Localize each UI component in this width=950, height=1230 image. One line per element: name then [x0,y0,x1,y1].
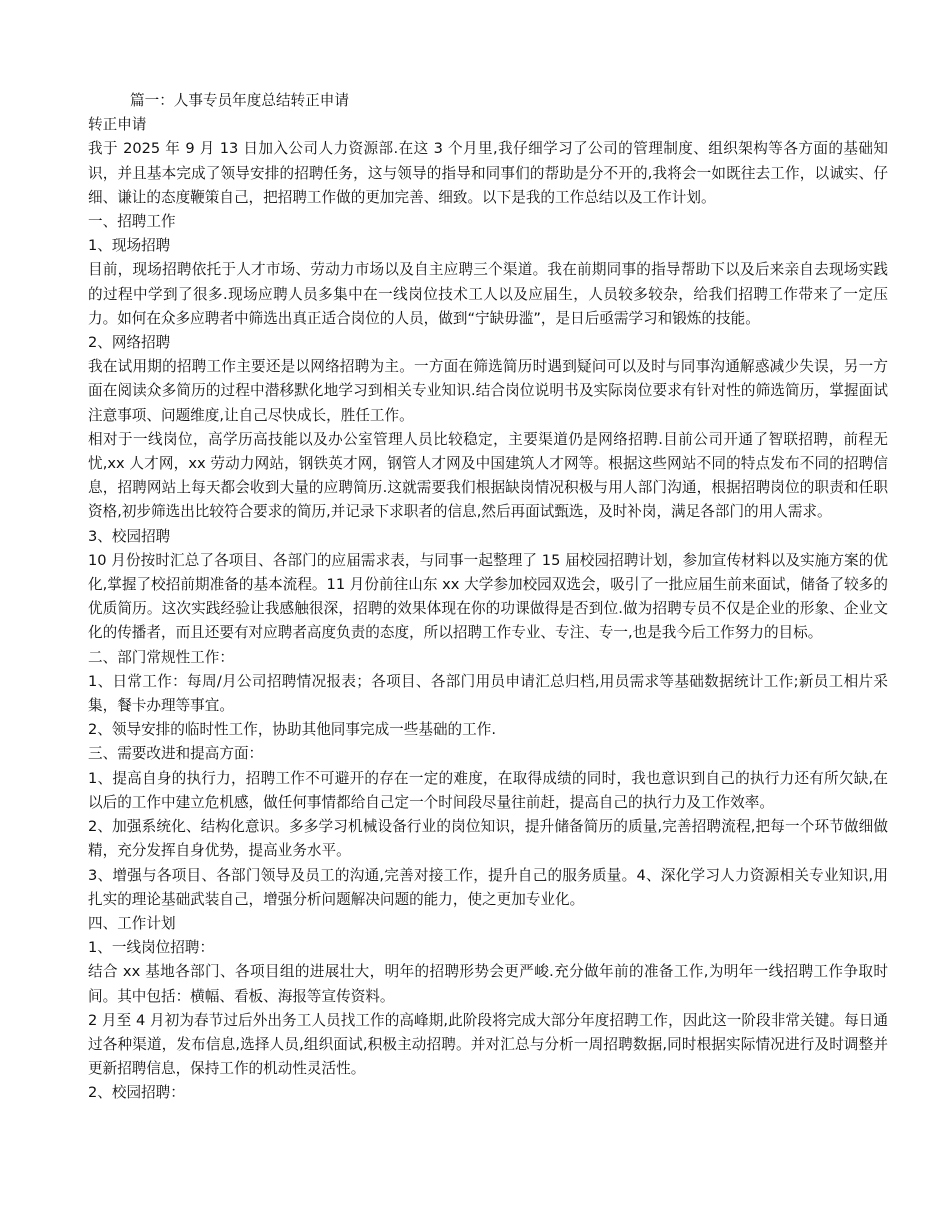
paragraph: 3、增强与各项目、各部门领导及员工的沟通,完善对接工作，提升自己的服务质量。4、深化学习人力资源相关专业知识,用扎实的理论基础武装自己，增强分析问题解决问题的能力，使之更加专业化。 [88,866,888,908]
paragraph: 10 月份按时汇总了各项目、各部门的应届需求表，与同事一起整理了 15 届校园招聘计划，参加宣传材料以及实施方案的优化,掌握了校招前期准备的基本流程。11 月份前往山东 xx 大学参加校园双选会，吸引了一批应届生前来面试，储备了较多的优质简历。这次实践经验让我感触很深，招聘的效果体现在你的功课做得是否到位.做为招聘专员不仅是企业的形象、企业文化的传播者，而且还要有对应聘者高度负责的态度，所以招聘工作专业、专注、专一,也是我今后工作努力的目标。 [88,551,888,642]
paragraph: 2、领导安排的临时性工作，协助其他同事完成一些基础的工作. [88,721,496,739]
paragraph: 我在试用期的招聘工作主要还是以网络招聘为主。一方面在筛选简历时遇到疑问可以及时与同事沟通解惑减少失误，另一方面在阅读众多简历的过程中潜移默化地学习到相关专业知识.结合岗位说明书及实际岗位要求有针对性的筛选简历，掌握面试注意事项、问题维度,让自己尽快成长，胜任工作。 [88,358,888,424]
paragraph: 3、校园招聘 [88,527,171,545]
paragraph: 一、招聘工作 [88,213,176,231]
paragraph: 四、工作计划 [88,914,176,932]
document-body [88,113,888,1105]
paragraph: 2、校园招聘： [88,1084,185,1102]
paragraph: 2 月至 4 月初为春节过后外出务工人员找工作的高峰期,此阶段将完成大部分年度招聘工作，因此这一阶段非常关键。每日通过各种渠道，发布信息,选择人员,组织面试,积极主动招聘。并对汇总与分析一周招聘数据,同时根据实际情况进行及时调整并更新招聘信息，保持工作的机动性灵活性。 [88,1011,888,1078]
paragraph: 1、一线岗位招聘： [88,939,215,957]
paragraph: 1、日常工作：每周/月公司招聘情况报表；各项目、各部门用员申请汇总归档,用员需求等基础数据统计工作;新员工相片采集，餐卡办理等事宜。 [88,672,888,715]
paragraph: 1、提高自身的执行力，招聘工作不可避开的存在一定的难度，在取得成绩的同时，我也意识到自己的执行力还有所欠缺,在以后的工作中建立危机感，做任何事情都给自己定一个时间段尽量往前赶，提高自己的执行力及工作效率。 [88,769,888,811]
document-title: 篇一：人事专员年度总结转正申请 [130,92,349,109]
paragraph: 转正申请 [88,116,147,134]
paragraph: 相对于一线岗位，高学历高技能以及办公室管理人员比较稳定，主要渠道仍是网络招聘.目前公司开通了智联招聘，前程无忧,xx 人才网，xx 劳动力网站，钢铁英才网，钢管人才网及中国建筑人才网等。根据这些网站不同的特点发布不同的招聘信息，招聘网站上每天都会收到大量的应聘简历.这就需要我们根据缺岗情况积极与用人部门沟通，根据招聘岗位的职责和任职资格,初步筛选出比较符合要求的简历,并记录下求职者的信息,然后再面试甄选，及时补岗，满足各部门的用人需求。 [88,430,888,521]
paragraph: 目前，现场招聘依托于人才市场、劳动力市场以及自主应聘三个渠道。我在前期同事的指导帮助下以及后来亲自去现场实践的过程中学到了很多.现场应聘人员多集中在一线岗位技术工人以及应届生，人员较多较杂，给我们招聘工作带来了一定压力。如何在众多应聘者中筛选出真正适合岗位的人员，做到“宁缺毋滥”，是日后亟需学习和锻炼的技能。 [88,261,888,327]
paragraph: 2、加强系统化、结构化意识。多多学习机械设备行业的岗位知识，提升储备简历的质量,完善招聘流程,把每一个环节做细做精，充分发挥自身优势，提高业务水平。 [88,818,888,860]
paragraph: 结合 xx 基地各部门、各项目组的进展壮大，明年的招聘形势会更严峻.充分做年前的准备工作,为明年一线招聘工作争取时间。其中包括：横幅、看板、海报等宣传资料。 [88,963,888,1005]
paragraph: 三、需要改进和提高方面： [88,745,264,763]
paragraph: 我于 2025 年 9 月 13 日加入公司人力资源部.在这 3 个月里,我仔细学习了公司的管理制度、组织架构等各方面的基础知识，并且基本完成了领导安排的招聘任务，这与领导的指导和同事们的帮助是分不开的,我将会一如既往去工作，以诚实、仔细、谦让的态度鞭策自己，把招聘工作做的更加完善、细致。以下是我的工作总结以及工作计划。 [88,140,888,206]
paragraph: 二、部门常规性工作： [88,648,234,666]
paragraph: 2、网络招聘 [88,334,171,352]
paragraph: 1、现场招聘 [88,237,171,255]
